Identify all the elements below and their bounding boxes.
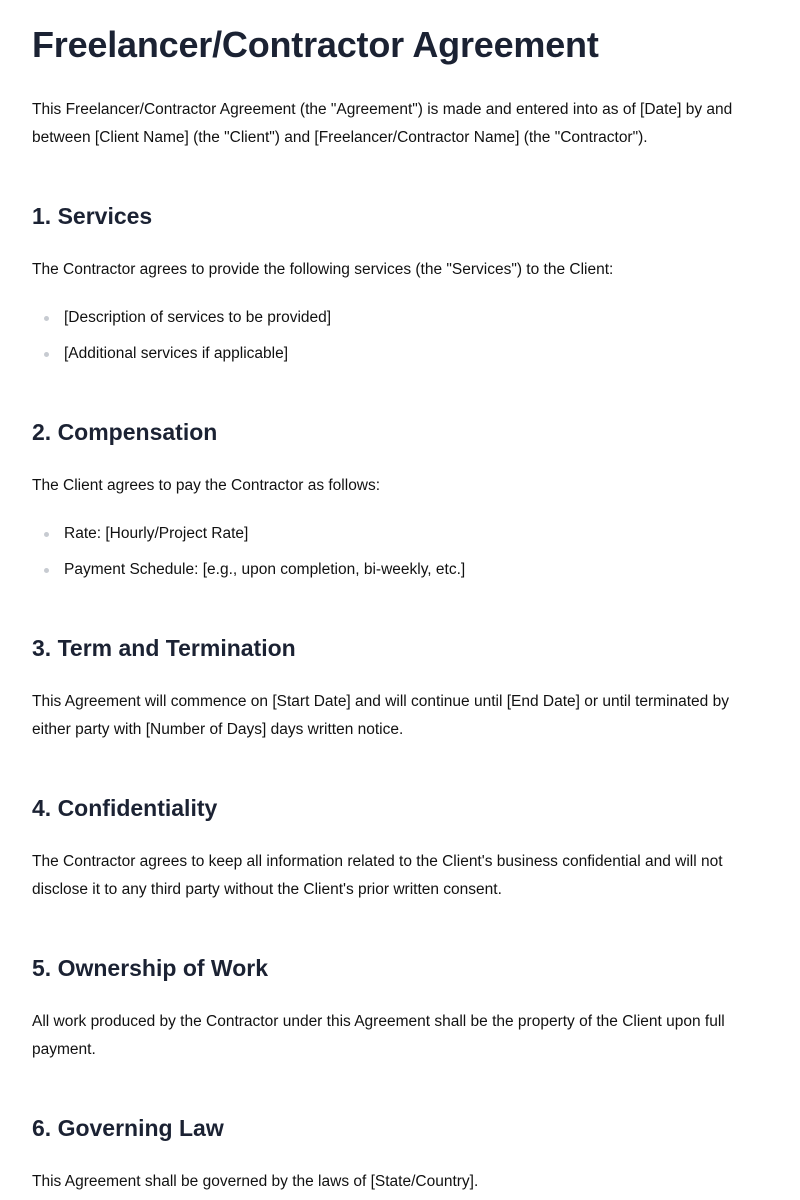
list-item bbox=[32, 520, 760, 556]
list-item-text: [Additional services if applicable] bbox=[64, 345, 289, 362]
section-heading-compensation: 2. Compensation bbox=[32, 419, 218, 445]
section-text-ownership: All work produced by the Contractor under this Agreement shall be the property of the Client upon full payment. bbox=[32, 1013, 725, 1058]
bullet-icon bbox=[44, 316, 49, 321]
list-item bbox=[32, 340, 760, 376]
bullet-icon bbox=[44, 532, 49, 537]
services-list bbox=[32, 304, 760, 376]
intro-paragraph: This Freelancer/Contractor Agreement (the "Agreement") is made and entered into as of [Date] by and between [Client Name] (the "Client") and [Freelancer/Contractor Name] (the "Contractor"). bbox=[32, 101, 733, 146]
section-heading-term-termination: 3. Term and Termination bbox=[32, 635, 296, 661]
section-heading-ownership: 5. Ownership of Work bbox=[32, 955, 268, 981]
section-heading-confidentiality: 4. Confidentiality bbox=[32, 795, 218, 821]
compensation-list bbox=[32, 520, 760, 592]
bullet-icon bbox=[44, 568, 49, 573]
section-text-compensation: The Client agrees to pay the Contractor as follows: bbox=[32, 477, 381, 494]
list-item-text: [Description of services to be provided] bbox=[64, 309, 332, 326]
list-item-text: Rate: [Hourly/Project Rate] bbox=[64, 525, 249, 542]
section-heading-services: 1. Services bbox=[32, 203, 153, 229]
list-item bbox=[32, 304, 760, 340]
list-item bbox=[32, 556, 760, 592]
section-heading-governing-law: 6. Governing Law bbox=[32, 1115, 224, 1141]
section-text-services: The Contractor agrees to provide the following services (the "Services") to the Client: bbox=[32, 261, 614, 278]
section-text-governing-law: This Agreement shall be governed by the laws of [State/Country]. bbox=[32, 1173, 479, 1190]
section-text-term-termination: This Agreement will commence on [Start Date] and will continue until [End Date] or until terminated by either party with [Number of Days] days written notice. bbox=[32, 693, 729, 738]
section-text-confidentiality: The Contractor agrees to keep all information related to the Client's business confidential and will not disclose it to any third party without the Client's prior written consent. bbox=[32, 853, 723, 898]
document-title: Freelancer/Contractor Agreement bbox=[32, 24, 599, 65]
bullet-icon bbox=[44, 352, 49, 357]
list-item-text: Payment Schedule: [e.g., upon completion, bi-weekly, etc.] bbox=[64, 561, 466, 578]
